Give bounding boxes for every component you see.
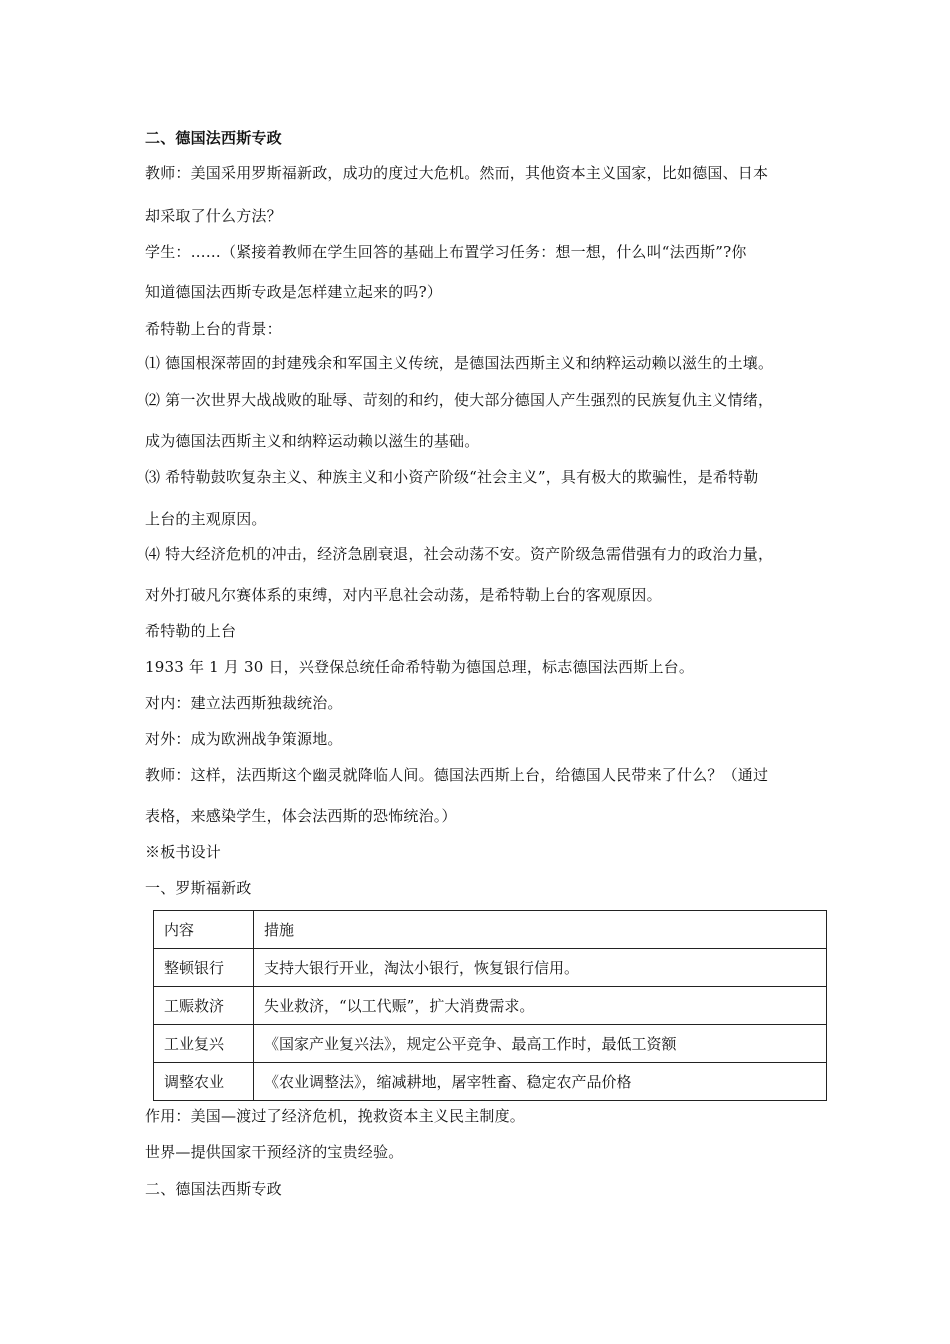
table-row	[154, 949, 827, 987]
table-cell: 整顿银行	[154, 949, 254, 987]
paragraph-line: 知道德国法西斯专政是怎样建立起来的吗?）	[145, 283, 443, 301]
paragraph-line: 1933 年 1 月 30 日，兴登保总统任命希特勒为德国总理，标志德国法西斯上台。	[145, 658, 695, 676]
paragraph-line: 作用：美国—渡过了经济危机，挽救资本主义民主制度。	[145, 1107, 526, 1125]
paragraph-line: 表格，来感染学生，体会法西斯的恐怖统治。）	[145, 807, 457, 825]
table-row	[154, 1025, 827, 1063]
table-cell: 失业救济，“以工代赈”，扩大消费需求。	[254, 987, 827, 1025]
paragraph-line: 对内：建立法西斯独裁统治。	[145, 694, 343, 712]
table-header-cell: 内容	[154, 911, 254, 949]
paragraph-line: ⑵ 第一次世界大战战败的耻辱、苛刻的和约，使大部分德国人产生强烈的民族复仇主义情绪，	[145, 391, 774, 409]
paragraph-line: 上台的主观原因。	[145, 510, 267, 528]
table-cell: 《农业调整法》，缩减耕地，屠宰牲畜、稳定农产品价格	[254, 1063, 827, 1101]
table-header-cell: 措施	[254, 911, 827, 949]
paragraph-line: 却采取了什么方法？	[145, 207, 282, 225]
paragraph-line: 教师：美国采用罗斯福新政，成功的度过大危机。然而，其他资本主义国家，比如德国、日本	[145, 164, 769, 182]
table-cell: 《国家产业复兴法》，规定公平竞争、最高工作时，最低工资额	[254, 1025, 827, 1063]
paragraph-line: 成为德国法西斯主义和纳粹运动赖以滋生的基础。	[145, 432, 480, 450]
paragraph-line: ⑷ 特大经济危机的冲击，经济急剧衰退，社会动荡不安。资产阶级急需借强有力的政治力量，	[145, 545, 774, 563]
paragraph-line: 世界—提供国家干预经济的宝贵经验。	[145, 1143, 404, 1161]
paragraph-line: 一、罗斯福新政	[145, 879, 252, 897]
paragraph-line: 对外：成为欧洲战争策源地。	[145, 730, 343, 748]
paragraph-line: ⑶ 希特勒鼓吹复杂主义、种族主义和小资产阶级“社会主义”，具有极大的欺骗性，是希特勒	[145, 468, 759, 486]
table-cell: 调整农业	[154, 1063, 254, 1101]
paragraph-line: 希特勒上台的背景：	[145, 320, 282, 338]
board-design-table	[153, 910, 827, 1101]
table-row	[154, 1063, 827, 1101]
paragraph-line: 希特勒的上台	[145, 622, 237, 640]
paragraph-line: 二、德国法西斯专政	[145, 1180, 282, 1198]
paragraph-line: 教师：这样，法西斯这个幽灵就降临人间。德国法西斯上台，给德国人民带来了什么？（通过	[145, 766, 769, 784]
paragraph-line: ※板书设计	[145, 843, 222, 861]
paragraph-line: 对外打破凡尔赛体系的束缚，对内平息社会动荡，是希特勒上台的客观原因。	[145, 586, 662, 604]
table-cell: 工赈救济	[154, 987, 254, 1025]
paragraph-line: 学生：……（紧接着教师在学生回答的基础上布置学习任务：想一想，什么叫“法西斯”?你	[145, 243, 747, 261]
table-header-row	[154, 911, 827, 949]
table-row	[154, 987, 827, 1025]
paragraph-line: ⑴ 德国根深蒂固的封建残余和军国主义传统，是德国法西斯主义和纳粹运动赖以滋生的土壤。	[145, 354, 774, 372]
table-cell: 支持大银行开业，淘汰小银行，恢复银行信用。	[254, 949, 827, 987]
section-heading: 二、德国法西斯专政	[145, 129, 282, 147]
table-cell: 工业复兴	[154, 1025, 254, 1063]
